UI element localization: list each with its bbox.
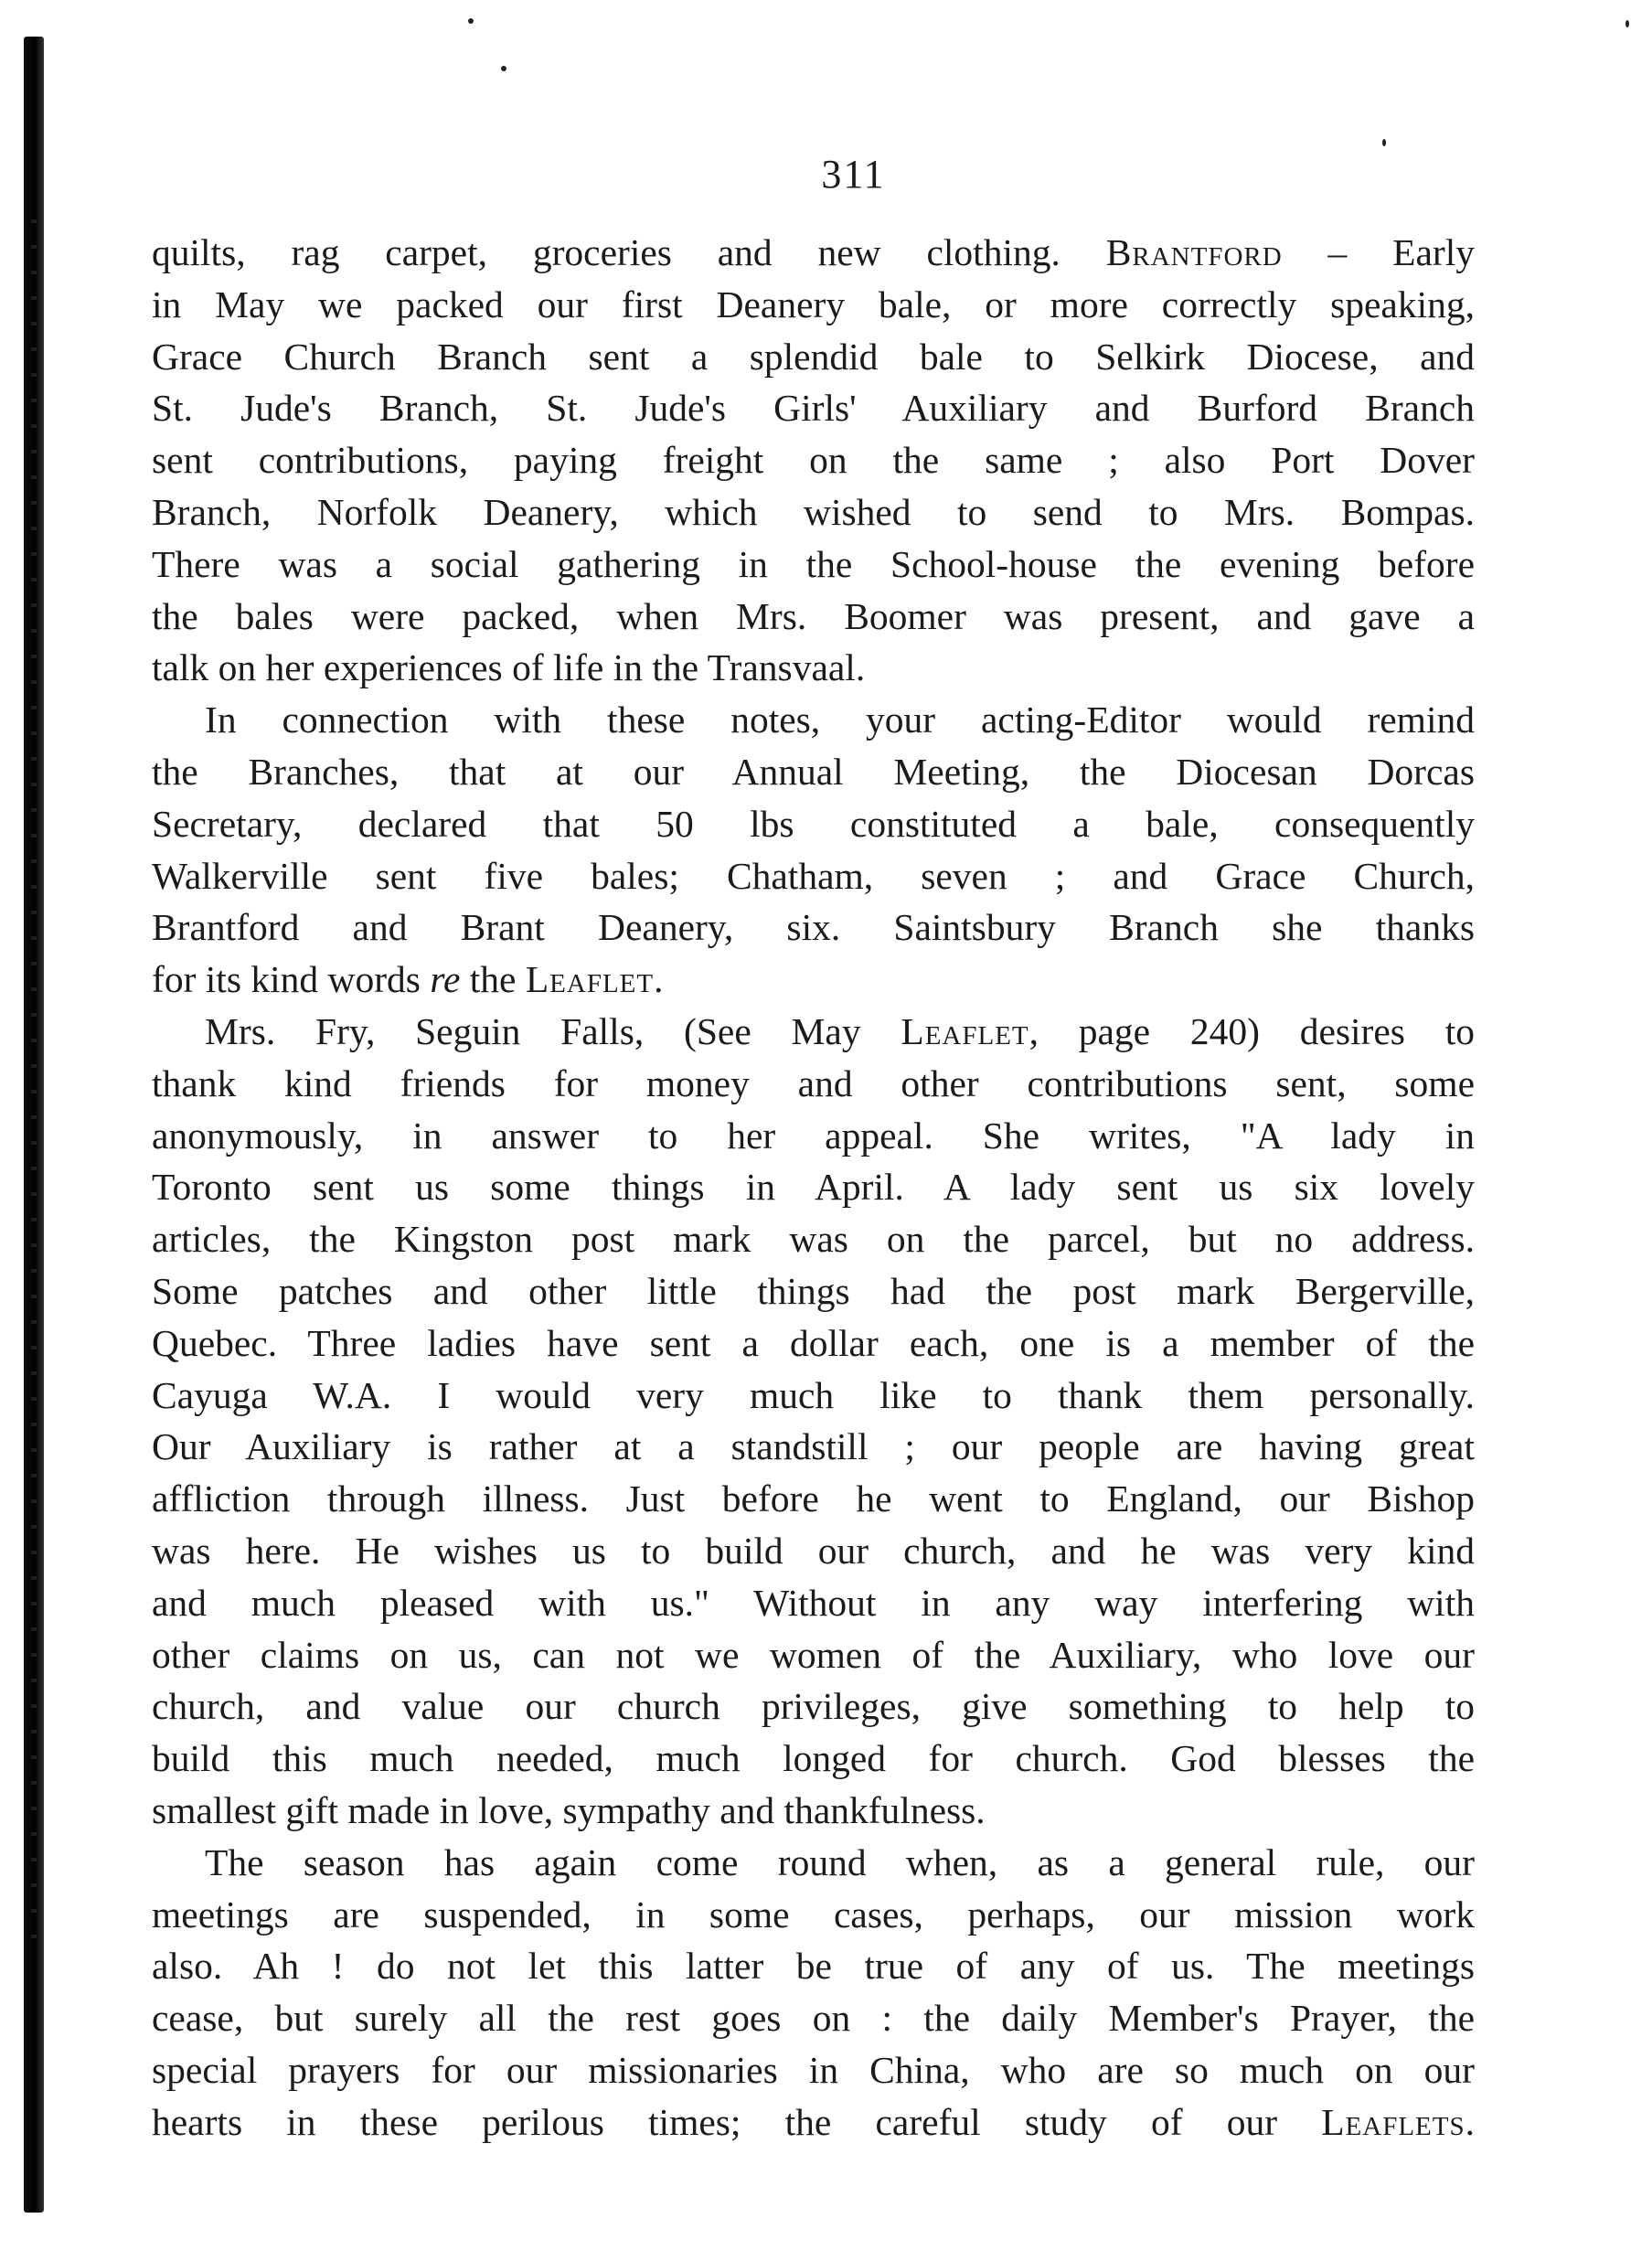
ink-speck bbox=[1625, 20, 1629, 27]
paragraph bbox=[152, 227, 1475, 694]
text-line bbox=[152, 1837, 1475, 1889]
text-line bbox=[152, 1680, 1475, 1733]
text-line bbox=[152, 1940, 1475, 1992]
text-line bbox=[152, 1785, 1475, 1837]
small-caps-text: Brantford bbox=[1105, 231, 1283, 273]
text-run: The season has again come round when, as a general rule, our bbox=[205, 1840, 1475, 1883]
text-line bbox=[152, 746, 1475, 798]
text-run: St. Jude's Branch, St. Jude's Girls' Auxiliary and Burford Branch bbox=[152, 387, 1475, 430]
text-line bbox=[152, 434, 1475, 486]
text-run: sent contributions, paying freight on the same ; also Port Dover bbox=[152, 439, 1475, 482]
small-caps-text: Leaflet bbox=[525, 958, 655, 1001]
text-run: Secretary, declared that 50 lbs constituted a bale, consequently bbox=[152, 802, 1475, 845]
text-line bbox=[152, 539, 1475, 591]
text-run: was here. He wishes us to build our church, and he was very kind bbox=[152, 1529, 1475, 1572]
text-line bbox=[152, 1992, 1475, 2044]
text-line bbox=[152, 279, 1475, 331]
paragraph bbox=[152, 694, 1475, 1006]
text-line bbox=[152, 1110, 1475, 1162]
text-line bbox=[152, 1006, 1475, 1058]
body-text bbox=[152, 227, 1475, 2148]
small-caps-text: Leaflets bbox=[1321, 2100, 1465, 2143]
text-line bbox=[152, 1473, 1475, 1525]
book-spine-shadow bbox=[24, 37, 44, 2213]
text-line bbox=[152, 901, 1475, 954]
text-run: special prayers for our missionaries in China, who are so much on our bbox=[152, 2048, 1475, 2091]
text-line bbox=[152, 798, 1475, 850]
ink-speck bbox=[501, 66, 506, 71]
text-line bbox=[152, 591, 1475, 643]
text-run: talk on her experiences of life in the Transvaal. bbox=[152, 646, 866, 689]
text-line bbox=[152, 1421, 1475, 1473]
text-line bbox=[152, 1525, 1475, 1577]
text-run: meetings are suspended, in some cases, perhaps, our mission work bbox=[152, 1893, 1475, 1936]
text-run: Branch, Norfolk Deanery, which wished to send to Mrs. Bompas. bbox=[152, 490, 1475, 533]
text-line bbox=[152, 642, 1475, 694]
text-run: Our Auxiliary is rather at a standstill ; our people are having great bbox=[152, 1425, 1475, 1468]
text-run: Some patches and other little things had the post mark Bergerville, bbox=[152, 1269, 1475, 1312]
text-line bbox=[152, 1577, 1475, 1629]
text-line bbox=[152, 331, 1475, 383]
text-run: thank kind friends for money and other contributions sent, some bbox=[152, 1061, 1475, 1104]
text-run: Brantford and Brant Deanery, six. Saintsbury Branch she thanks bbox=[152, 906, 1475, 949]
text-run: anonymously, in answer to her appeal. She writes, "A lady in bbox=[152, 1114, 1475, 1157]
text-line bbox=[152, 954, 1475, 1006]
text-run: Mrs. Fry, Seguin Falls, (See May bbox=[205, 1009, 901, 1052]
text-run: Cayuga W.A. I would very much like to thank them personally. bbox=[152, 1373, 1475, 1416]
text-run: build this much needed, much longed for church. God blesses the bbox=[152, 1737, 1475, 1780]
text-run: and much pleased with us." Without in any way interfering with bbox=[152, 1581, 1475, 1624]
text-run: for its kind words bbox=[152, 958, 431, 1001]
text-run: , page 240) desires to bbox=[1029, 1009, 1475, 1052]
text-run: smallest gift made in love, sympathy and thankfulness. bbox=[152, 1788, 986, 1831]
text-run: in May we packed our first Deanery bale, or more correctly speaking, bbox=[152, 283, 1475, 325]
small-caps-text: Leaflet bbox=[901, 1009, 1029, 1052]
text-line bbox=[152, 694, 1475, 746]
text-line bbox=[152, 1058, 1475, 1110]
text-run: Toronto sent us some things in April. A lady sent us six lovely bbox=[152, 1166, 1475, 1209]
text-run: – Early bbox=[1282, 231, 1475, 273]
text-line bbox=[152, 2044, 1475, 2096]
text-run: the Branches, that at our Annual Meeting, the Diocesan Dorcas bbox=[152, 750, 1475, 793]
page-number: 311 bbox=[821, 152, 886, 197]
ink-speck bbox=[1382, 139, 1386, 146]
text-run: affliction through illness. Just before he went to England, our Bishop bbox=[152, 1477, 1475, 1520]
text-line bbox=[152, 1370, 1475, 1422]
text-line bbox=[152, 1317, 1475, 1370]
paragraph bbox=[152, 1837, 1475, 2149]
ink-speck bbox=[468, 18, 474, 24]
text-run: In connection with these notes, your acting-Editor would remind bbox=[205, 699, 1475, 741]
text-run: There was a social gathering in the School-house the evening before bbox=[152, 542, 1475, 585]
text-run: other claims on us, can not we women of the Auxiliary, who love our bbox=[152, 1633, 1475, 1676]
text-run: the bbox=[460, 958, 526, 1001]
text-run: church, and value our church privileges, give something to help to bbox=[152, 1685, 1475, 1728]
text-run: hearts in these perilous times; the careful study of our bbox=[152, 2100, 1322, 2143]
text-run: Grace Church Branch sent a splendid bale to Selkirk Diocese, and bbox=[152, 335, 1475, 378]
text-run: . bbox=[1465, 2100, 1475, 2143]
text-line bbox=[152, 1629, 1475, 1681]
text-run: . bbox=[654, 958, 664, 1001]
text-run: Walkerville sent five bales; Chatham, seven ; and Grace Church, bbox=[152, 854, 1475, 897]
text-line bbox=[152, 1889, 1475, 1941]
text-run: cease, but surely all the rest goes on : the daily Member's Prayer, the bbox=[152, 1997, 1475, 2040]
spine-edge-texture bbox=[31, 219, 37, 1957]
text-line bbox=[152, 382, 1475, 434]
text-run: also. Ah ! do not let this latter be true of any of us. The meetings bbox=[152, 1945, 1475, 1988]
text-run: the bales were packed, when Mrs. Boomer was present, and gave a bbox=[152, 594, 1475, 637]
text-line bbox=[152, 1161, 1475, 1213]
text-run: articles, the Kingston post mark was on the parcel, but no address. bbox=[152, 1218, 1475, 1261]
text-run: Quebec. Three ladies have sent a dollar each, one is a member of the bbox=[152, 1321, 1475, 1364]
italic-text: re bbox=[430, 958, 461, 1001]
text-line bbox=[152, 1265, 1475, 1317]
paragraph bbox=[152, 1006, 1475, 1837]
text-line bbox=[152, 486, 1475, 539]
text-line bbox=[152, 227, 1475, 279]
text-run: quilts, rag carpet, groceries and new clothing. bbox=[152, 231, 1106, 273]
text-line bbox=[152, 1733, 1475, 1785]
text-line bbox=[152, 850, 1475, 902]
text-line bbox=[152, 1213, 1475, 1265]
text-line bbox=[152, 2096, 1475, 2149]
